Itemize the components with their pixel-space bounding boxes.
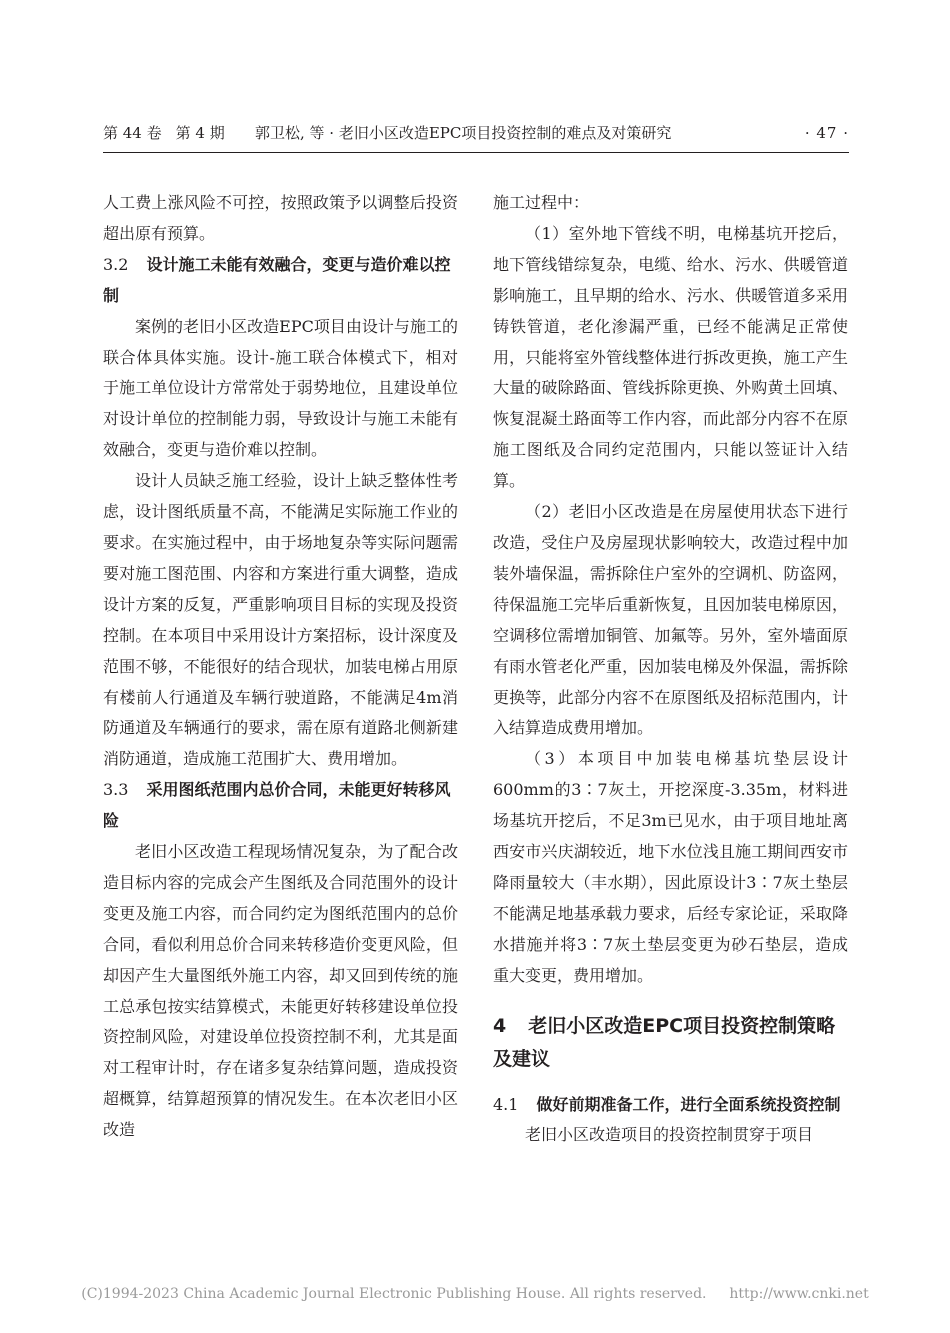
section-title: 设计施工未能有效融合，变更与造价难以控制 [103,254,451,305]
section-title: 采用图纸范围内总价合同，未能更好转移风险 [103,780,451,831]
section-number: 3.3 [103,780,129,800]
page-number: · 47 · [804,124,849,142]
paragraph: 案例的老旧小区改造EPC项目由设计与施工的联合体具体实施。设计-施工联合体模式下，相对于施工单位设计方常常处于弱势地位，且建设单位对设计单位的控制能力弱，导致设计与施工未能有效融合，变更与造价难以控制。 [103,316,458,460]
journal-volume-issue [103,120,225,146]
paragraph: 老旧小区改造工程现场情况复杂，为了配合改造目标内容的完成会产生图纸及合同范围外的设计变更及施工内容，而合同约定为图纸范围内的总价合同，看似利用总价合同来转移造价变更风险，但却因产生大量图纸外施工内容，却又回到传统的施工总承包按实结算模式，未能更好转移建设单位投资控制风险，对建设单位投资控制不利，尤其是面对工程审计时，存在诸多复杂结算问题，造成投资超概算，结算超预算的情况发生。在本次老旧小区改造 [103,842,458,1140]
article-running-title: 郭卫松, 等 · 老旧小区改造EPC项目投资控制的难点及对策研究 [255,124,672,142]
paragraph: 设计人员缺乏施工经验，设计上缺乏整体性考虑，设计图纸质量不高，不能满足实际施工作业的要求。在实施过程中，由于场地复杂等实际问题需要对施工图范围、内容和方案进行重大调整，造成设计方案的反复，严重影响项目目标的实现及投资控制。在本项目中采用设计方案招标，设计深度及范围不够，不能很好的结合现状，加装电梯占用原有楼前人行通道及车辆行驶道路，不能满足4m消防通道及车辆通行的要求，需在原有道路北侧新建消防通道，造成施工范围扩大、费用增加。 [103,471,458,769]
paragraph-continued: 施工过程中： [493,193,590,212]
paragraph-continued: 人工费上涨风险不可控，按照政策予以调整后投资超出原有预算。 [103,193,458,243]
copyright-text: (C)1994-2023 China Academic Journal Electronic Publishing House. All rights reserved. [81,1286,707,1302]
section-number: 4 [493,1014,507,1037]
section-heading-3-2 [103,250,458,312]
section-number: 3.2 [103,254,129,274]
section-title: 老旧小区改造EPC项目投资控制策略及建议 [493,1014,836,1070]
volume: 第 44 卷 [103,124,162,142]
cnki-url[interactable]: http://www.cnki.net [729,1286,869,1302]
list-item-1: （1）室外地下管线不明，电梯基坑开挖后，地下管线错综复杂，电缆、给水、污水、供暖管道影响施工，且早期的给水、污水、供暖管道多采用铸铁管道，老化渗漏严重，已经不能满足正常使用，只能将室外管线整体进行拆改更换，施工产生大量的破除路面、管线拆除更换、外购黄土回填、恢复混凝土路面等工作内容，而此部分内容不在原施工图纸及合同约定范围内，只能以签证计入结算。 [493,223,848,491]
left-column [103,188,458,1146]
running-header [103,118,849,153]
section-number: 4.1 [493,1094,519,1114]
list-item-2: （2）老旧小区改造是在房屋使用状态下进行改造，受住户及房屋现状影响较大，改造过程中加装外墙保温，需拆除住户室外的空调机、防盗网，待保温施工完毕后重新恢复，且因加装电梯原因，空调移位需增加铜管、加氟等。另外，室外墙面原有雨水管老化严重，因加装电梯及外保温，需拆除更换等，此部分内容不在原图纸及招标范围内，计入结算造成费用增加。 [493,502,848,738]
section-heading-4-1 [493,1090,848,1121]
right-column [493,188,848,1151]
issue: 第 4 期 [175,124,225,142]
section-title: 做好前期准备工作，进行全面系统投资控制 [536,1094,841,1114]
paragraph: 老旧小区改造项目的投资控制贯穿于项目 [525,1125,814,1145]
section-heading-3-3 [103,775,458,837]
copyright-footer [0,1286,950,1302]
list-item-3: （3）本项目中加装电梯基坑垫层设计600mm的3∶7灰土，开挖深度-3.35m，材料进场基坑开挖后，不足3m已见水，由于项目地址离西安市兴庆湖较近，地下水位浅且施工期间西安市降雨量较大（丰水期），因此原设计3∶7灰土垫层不能满足地基承载力要求，后经专家论证，采取降水措施并将3∶7灰土垫层变更为砂石垫层，造成重大变更，费用增加。 [493,749,848,985]
section-heading-4 [493,1010,848,1076]
